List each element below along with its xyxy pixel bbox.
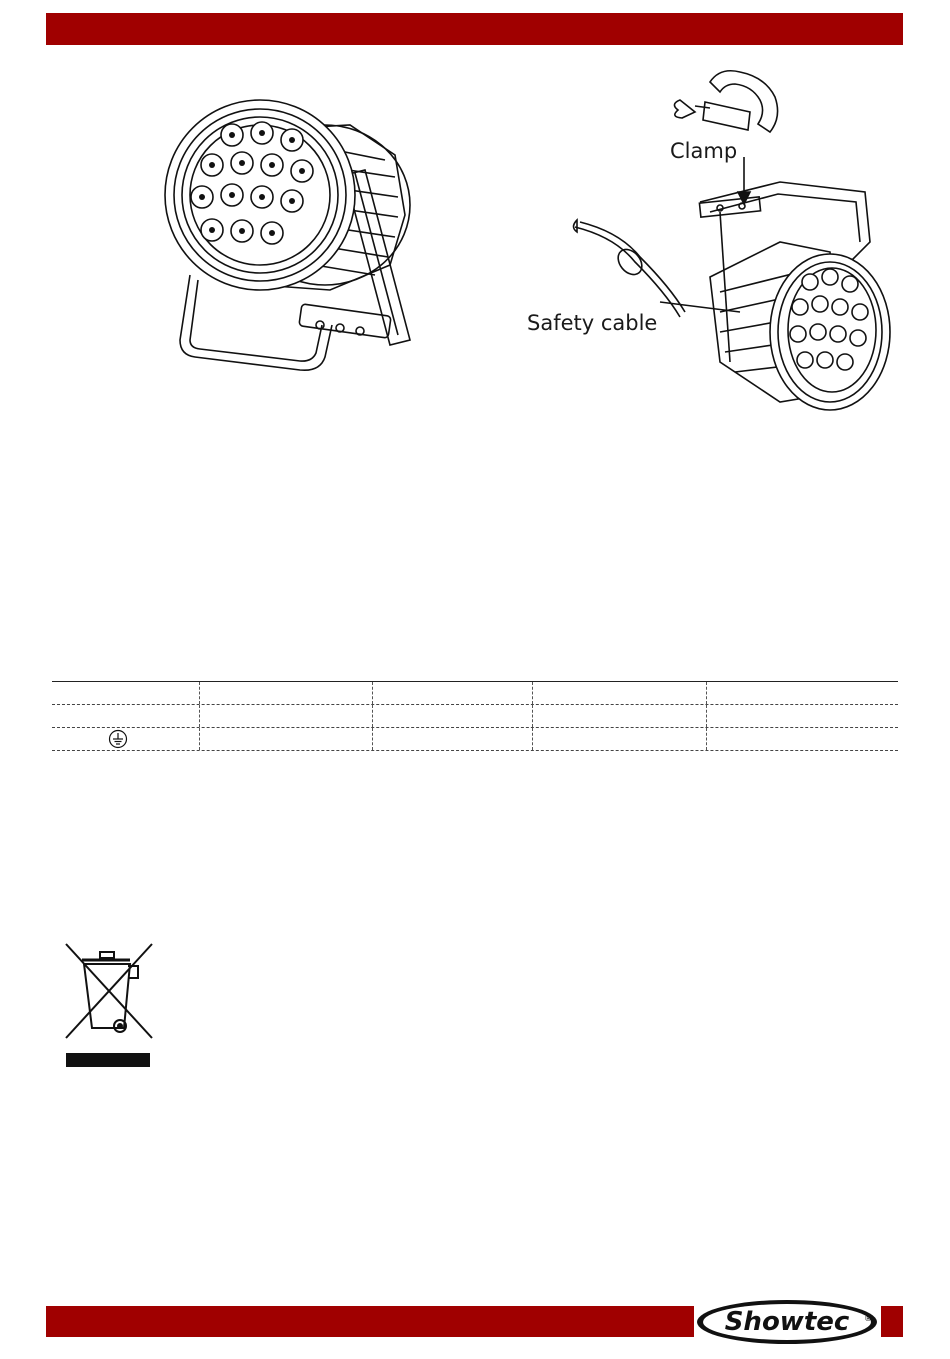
fixture-rigging-view xyxy=(520,62,910,422)
clamp-label: Clamp xyxy=(670,139,738,163)
table-row xyxy=(52,681,898,705)
fixture-front-view xyxy=(150,85,430,385)
header-band xyxy=(46,13,903,45)
showtec-logo xyxy=(694,1297,880,1347)
svg-text:®: ® xyxy=(864,1314,872,1323)
crossed-out-wheelie-bin-icon xyxy=(54,940,156,1070)
table-row xyxy=(52,728,898,751)
footer-band xyxy=(46,1306,694,1337)
table-row xyxy=(52,705,898,728)
svg-text:Showtec: Showtec xyxy=(724,1307,850,1337)
clamp-drawing xyxy=(674,71,777,132)
footer-band-end xyxy=(881,1306,903,1337)
safety-cable-label: Safety cable xyxy=(527,311,658,335)
wiring-table xyxy=(52,681,898,751)
protective-earth-icon xyxy=(108,729,128,749)
